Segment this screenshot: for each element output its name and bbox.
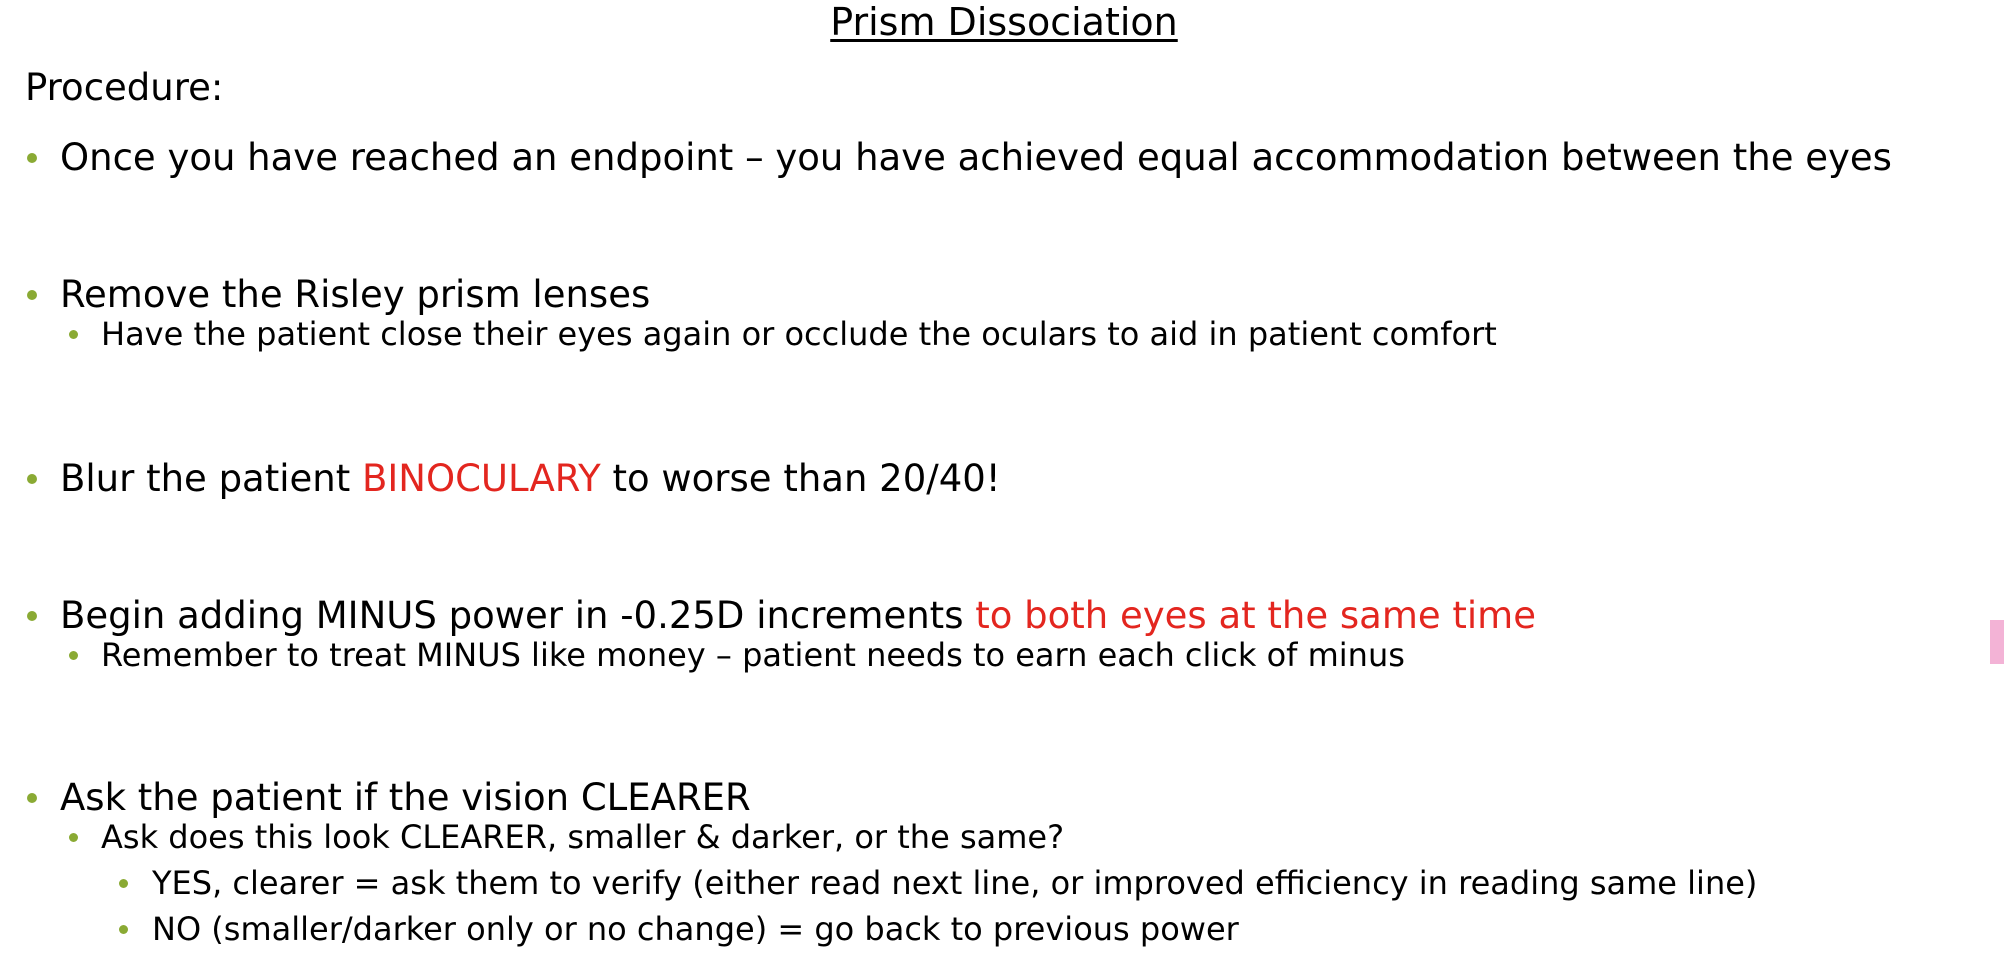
- bullet-text: Ask the patient if the vision CLEARER: [60, 776, 751, 819]
- bullet-text: [60, 594, 1536, 638]
- text-part: Begin adding MINUS power in -0.25D increments: [60, 594, 976, 637]
- bullet-text: Ask does this look CLEARER, smaller & darker, or the same?: [101, 818, 1065, 856]
- bullet-dot-icon: [119, 879, 128, 888]
- bullet-dot-icon: [27, 474, 37, 484]
- bullet-text: NO (smaller/darker only or no change) = go back to previous power: [152, 910, 1239, 948]
- highlight-text: BINOCULARY: [362, 457, 601, 500]
- bullet-text: [60, 457, 1001, 501]
- bullet-text: YES, clearer = ask them to verify (either read next line, or improved efficiency in reading same line): [152, 864, 1758, 902]
- bullet-text: Have the patient close their eyes again or occlude the oculars to aid in patient comfort: [101, 315, 1497, 353]
- bullet-dot-icon: [27, 290, 37, 300]
- bullet-dot-icon: [27, 611, 37, 621]
- text-part: to worse than 20/40!: [600, 457, 1001, 500]
- bullet-dot-icon: [69, 833, 78, 842]
- slide-title: Prism Dissociation: [830, 0, 1178, 44]
- procedure-heading: Procedure:: [25, 66, 224, 109]
- bullet-text: Remember to treat MINUS like money – patient needs to earn each click of minus: [101, 636, 1405, 674]
- bullet-text: Remove the Risley prism lenses: [60, 273, 651, 316]
- edge-marker: [1990, 620, 2004, 664]
- bullet-dot-icon: [27, 793, 37, 803]
- bullet-dot-icon: [69, 330, 78, 339]
- bullet-text: Once you have reached an endpoint – you have achieved equal accommodation between the eyes: [60, 136, 1892, 179]
- highlight-text: to both eyes at the same time: [975, 594, 1536, 637]
- bullet-dot-icon: [27, 153, 37, 163]
- text-part: Blur the patient: [60, 457, 362, 500]
- bullet-dot-icon: [119, 925, 128, 934]
- bullet-dot-icon: [69, 651, 78, 660]
